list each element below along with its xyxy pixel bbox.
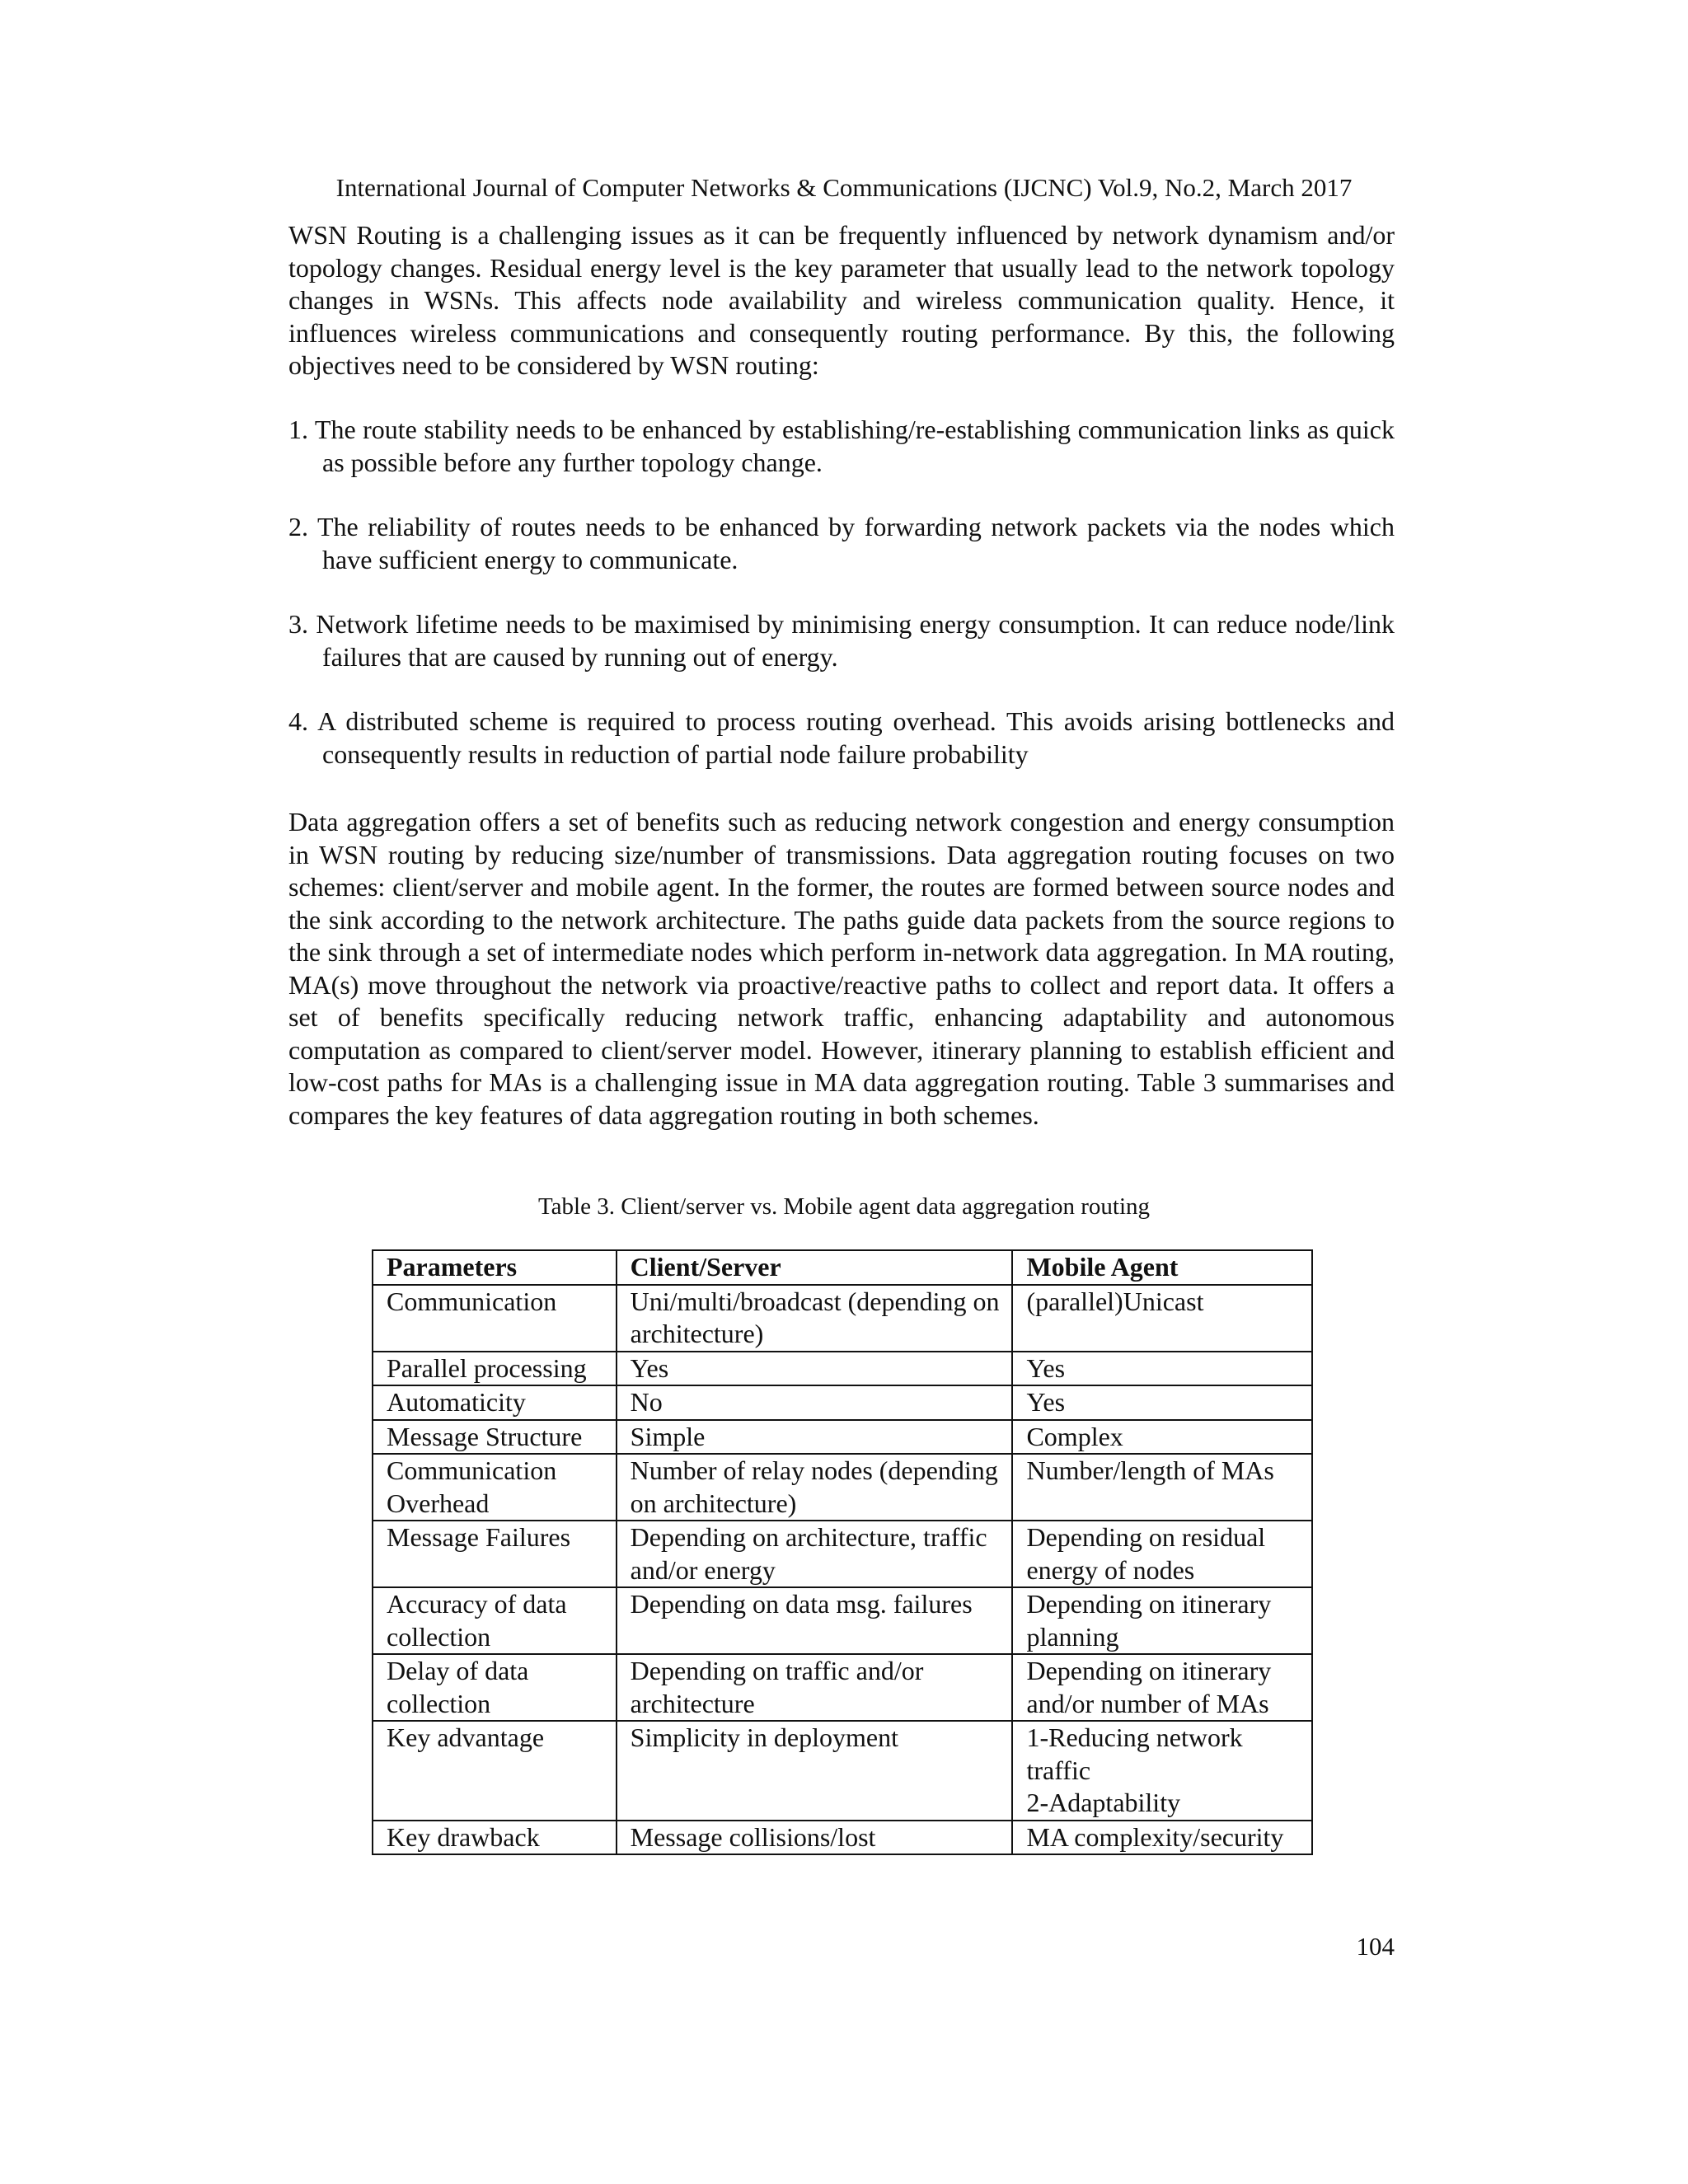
table-cell: Delay of data collection xyxy=(373,1654,617,1721)
table-cell: Key drawback xyxy=(373,1821,617,1855)
table-cell: Uni/multi/broadcast (depending on architecture) xyxy=(617,1285,1013,1352)
table-row xyxy=(373,1587,1312,1654)
data-aggregation-paragraph: Data aggregation offers a set of benefits such as reducing network congestion and energy consumption in WSN routing by reducing size/number of transmissions. Data aggregation routing focuses on two schemes: client/server and mobile agent. In the former, the routes are formed between source nodes and the sink according to the network architecture. The paths guide data packets from the source regions to the sink through a set of intermediate nodes which perform in-network data aggregation. In MA routing, MA(s) move throughout the network via proactive/reactive paths to collect and report data. It offers a set of benefits specifically reducing network traffic, enhancing adaptability and autonomous computation as compared to client/server model. However, itinerary planning to establish efficient and low-cost paths for MAs is a challenging issue in MA data aggregation routing. Table 3 summarises and compares the key features of data aggregation routing in both schemes. xyxy=(288,807,1395,1130)
objective-item xyxy=(288,414,1395,479)
running-header: International Journal of Computer Networks & Communications (IJCNC) Vol.9, No.2, March 2017 xyxy=(335,173,1353,202)
objective-number: 1. xyxy=(288,415,308,444)
table-caption: Table 3. Client/server vs. Mobile agent data aggregation routing xyxy=(537,1193,1151,1220)
header-client-server: Client/Server xyxy=(617,1250,1013,1285)
table-cell: MA complexity/security xyxy=(1012,1821,1312,1855)
objective-text: The reliability of routes needs to be enhanced by forwarding network packets via the nodes which have sufficient energy to communicate. xyxy=(316,512,1395,574)
table-cell: Key advantage xyxy=(373,1721,617,1821)
table-cell: Simple xyxy=(617,1420,1013,1455)
table-cell: 1-Reducing network traffic 2-Adaptability xyxy=(1012,1721,1312,1821)
objective-text: A distributed scheme is required to process routing overhead. This avoids arising bottlenecks and consequently results in reduction of partial node failure probability xyxy=(317,706,1395,769)
objective-number: 4. xyxy=(288,706,308,736)
table-cell: Simplicity in deployment xyxy=(617,1721,1013,1821)
table-cell: Number/length of MAs xyxy=(1012,1454,1312,1521)
table-row xyxy=(373,1821,1312,1855)
comparison-table xyxy=(372,1249,1313,1855)
table-cell: Depending on residual energy of nodes xyxy=(1012,1521,1312,1587)
table-cell: Automaticity xyxy=(373,1385,617,1420)
table-row xyxy=(373,1654,1312,1721)
table-row xyxy=(373,1721,1312,1821)
table-cell: Parallel processing xyxy=(373,1352,617,1386)
table-cell: (parallel)Unicast xyxy=(1012,1285,1312,1352)
table-cell: Communication Overhead xyxy=(373,1454,617,1521)
table-row xyxy=(373,1385,1312,1420)
table-cell: Communication xyxy=(373,1285,617,1352)
table-cell: Message Failures xyxy=(373,1521,617,1587)
table-cell: Depending on architecture, traffic and/or energy xyxy=(617,1521,1013,1587)
intro-paragraph: WSN Routing is a challenging issues as it can be frequently influenced by network dynamism and/or topology changes. Residual energy level is the key parameter that usually lead to the network topology changes in WSNs. This affects node availability and wireless communication quality. Hence, it influences wireless communications and consequently routing performance. By this, the following objectives need to be considered by WSN routing: xyxy=(288,220,1395,380)
table-cell: Complex xyxy=(1012,1420,1312,1455)
table-row xyxy=(373,1352,1312,1386)
table-cell: No xyxy=(617,1385,1013,1420)
table-row xyxy=(373,1285,1312,1352)
table-cell: Depending on itinerary and/or number of MAs xyxy=(1012,1654,1312,1721)
table-cell: Depending on data msg. failures xyxy=(617,1587,1013,1654)
table-cell: Number of relay nodes (depending on architecture) xyxy=(617,1454,1013,1521)
objective-item xyxy=(288,705,1395,771)
table-row xyxy=(373,1420,1312,1455)
page-number: 104 xyxy=(1356,1932,1395,1961)
objective-number: 3. xyxy=(288,609,308,639)
table-cell: Depending on traffic and/or architecture xyxy=(617,1654,1013,1721)
header-parameters: Parameters xyxy=(373,1250,617,1285)
table-row xyxy=(373,1454,1312,1521)
objective-text: Network lifetime needs to be maximised by minimising energy consumption. It can reduce node/link failures that are caused by running out of energy. xyxy=(316,609,1395,672)
table-cell: Message Structure xyxy=(373,1420,617,1455)
table-header-row xyxy=(373,1250,1312,1285)
objective-number: 2. xyxy=(288,512,308,541)
objective-item xyxy=(288,511,1395,576)
table-cell: Accuracy of data collection xyxy=(373,1587,617,1654)
table-cell: Yes xyxy=(1012,1352,1312,1386)
table-cell: Message collisions/lost xyxy=(617,1821,1013,1855)
objective-item xyxy=(288,608,1395,673)
table-row xyxy=(373,1521,1312,1587)
table-cell: Depending on itinerary planning xyxy=(1012,1587,1312,1654)
header-mobile-agent: Mobile Agent xyxy=(1012,1250,1312,1285)
objective-text: The route stability needs to be enhanced by establishing/re-establishing communication links as quick as possible before any further topology change. xyxy=(314,415,1395,477)
table-cell: Yes xyxy=(617,1352,1013,1386)
table-cell: Yes xyxy=(1012,1385,1312,1420)
